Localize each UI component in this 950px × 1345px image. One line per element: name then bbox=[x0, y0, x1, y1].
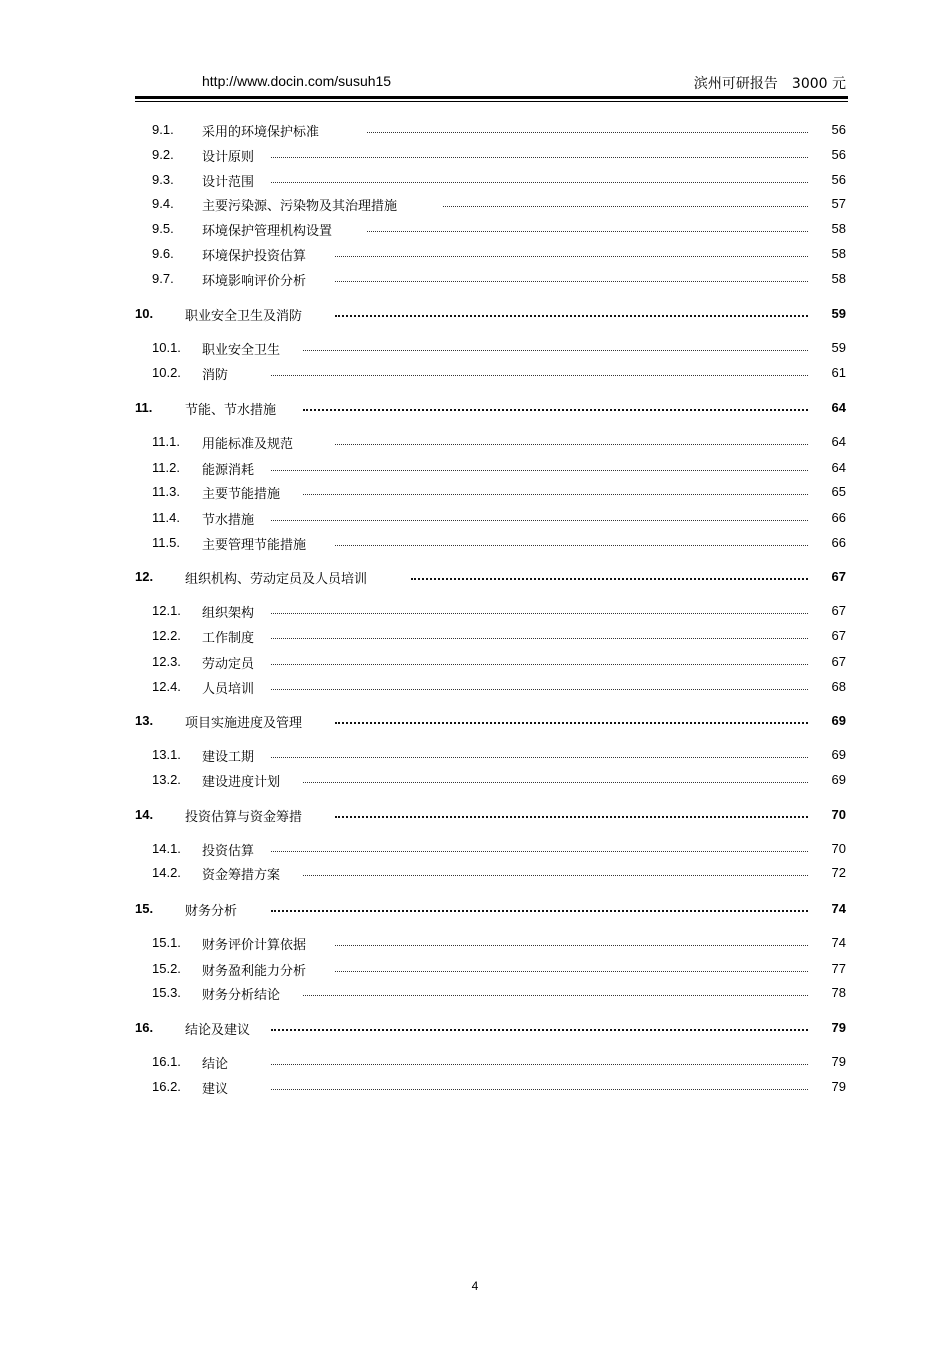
toc-entry-page-number: 64 bbox=[831, 434, 846, 449]
toc-entry-page-number: 79 bbox=[831, 1079, 846, 1094]
toc-entry-number: 9.4. bbox=[152, 196, 174, 211]
toc-entry-title: 组织机构、劳动定员及人员培训 bbox=[185, 572, 368, 587]
toc-section-entry[interactable] bbox=[135, 1076, 848, 1098]
toc-entry-title: 职业安全卫生及消防 bbox=[185, 309, 303, 324]
toc-entry-number: 13.1. bbox=[152, 747, 181, 762]
toc-entry-page-number: 64 bbox=[831, 400, 846, 415]
toc-section-entry[interactable] bbox=[135, 119, 848, 141]
toc-entry-page-number: 56 bbox=[831, 172, 846, 187]
toc-entry-title: 主要污染源、污染物及其治理措施 bbox=[202, 199, 398, 214]
toc-entry-title: 设计范围 bbox=[202, 175, 255, 190]
toc-entry-title: 主要管理节能措施 bbox=[202, 538, 307, 553]
toc-entry-page-number: 58 bbox=[831, 221, 846, 236]
toc-entry-page-number: 70 bbox=[831, 807, 846, 822]
toc-entry-page-number: 74 bbox=[831, 901, 846, 916]
toc-entry-page-number: 69 bbox=[831, 747, 846, 762]
toc-dot-leader bbox=[271, 520, 808, 521]
toc-dot-leader bbox=[271, 689, 808, 690]
toc-section-entry[interactable] bbox=[135, 1051, 848, 1073]
toc-chapter-entry[interactable] bbox=[135, 898, 848, 920]
toc-section-entry[interactable] bbox=[135, 481, 848, 503]
toc-entry-number: 14. bbox=[135, 807, 154, 822]
toc-entry-page-number: 74 bbox=[831, 935, 846, 950]
toc-entry-number: 12.3. bbox=[152, 654, 181, 669]
toc-entry-title: 建设进度计划 bbox=[202, 775, 281, 790]
toc-entry-title: 环境保护投资估算 bbox=[202, 249, 307, 264]
toc-dot-leader bbox=[271, 1029, 808, 1031]
toc-entry-number: 11.4. bbox=[152, 510, 180, 525]
toc-chapter-entry[interactable] bbox=[135, 397, 848, 419]
toc-dot-leader bbox=[335, 256, 808, 257]
toc-entry-page-number: 66 bbox=[831, 510, 846, 525]
toc-entry-title: 职业安全卫生 bbox=[202, 343, 281, 358]
toc-dot-leader bbox=[367, 132, 808, 133]
toc-entry-number: 15. bbox=[135, 901, 154, 916]
toc-entry-title: 节能、节水措施 bbox=[185, 403, 277, 418]
toc-dot-leader bbox=[271, 375, 808, 376]
toc-entry-number: 11.2. bbox=[152, 460, 180, 475]
toc-entry-page-number: 58 bbox=[831, 271, 846, 286]
toc-dot-leader bbox=[411, 578, 808, 580]
toc-section-entry[interactable] bbox=[135, 532, 848, 554]
toc-entry-number: 16.1. bbox=[152, 1054, 181, 1069]
toc-entry-number: 15.3. bbox=[152, 985, 181, 1000]
toc-section-entry[interactable] bbox=[135, 169, 848, 191]
toc-dot-leader bbox=[335, 971, 808, 972]
toc-entry-title: 建设工期 bbox=[202, 750, 255, 765]
toc-entry-number: 11.3. bbox=[152, 484, 180, 499]
toc-dot-leader bbox=[443, 206, 808, 207]
toc-entry-title: 消防 bbox=[202, 368, 229, 383]
toc-dot-leader bbox=[271, 1064, 808, 1065]
toc-dot-leader bbox=[303, 782, 808, 783]
toc-entry-page-number: 59 bbox=[831, 340, 846, 355]
toc-entry-number: 13. bbox=[135, 713, 154, 728]
toc-entry-number: 10.1. bbox=[152, 340, 181, 355]
toc-entry-title: 投资估算与资金筹措 bbox=[185, 810, 303, 825]
toc-entry-title: 财务盈利能力分析 bbox=[202, 964, 307, 979]
toc-entry-page-number: 72 bbox=[831, 865, 846, 880]
toc-entry-number: 10. bbox=[135, 306, 154, 321]
toc-entry-title: 结论 bbox=[202, 1057, 229, 1072]
toc-chapter-entry[interactable] bbox=[135, 710, 848, 732]
toc-section-entry[interactable] bbox=[135, 507, 848, 529]
toc-section-entry[interactable] bbox=[135, 218, 848, 240]
toc-entry-page-number: 77 bbox=[831, 961, 846, 976]
toc-section-entry[interactable] bbox=[135, 744, 848, 766]
toc-section-entry[interactable] bbox=[135, 982, 848, 1004]
toc-entry-number: 11.1. bbox=[152, 434, 180, 449]
header-title: 滨州可研报告 3000 元 bbox=[693, 76, 846, 92]
toc-entry-number: 9.5. bbox=[152, 221, 174, 236]
toc-dot-leader bbox=[271, 910, 808, 912]
toc-entry-number: 11. bbox=[135, 400, 153, 415]
toc-entry-title: 节水措施 bbox=[202, 513, 255, 528]
page-number: 4 bbox=[471, 1279, 479, 1293]
toc-dot-leader bbox=[335, 722, 808, 724]
toc-entry-number: 12.1. bbox=[152, 603, 181, 618]
toc-entry-page-number: 67 bbox=[831, 654, 846, 669]
toc-dot-leader bbox=[271, 157, 808, 158]
toc-entry-page-number: 57 bbox=[831, 196, 846, 211]
toc-section-entry[interactable] bbox=[135, 144, 848, 166]
header-url[interactable]: http://www.docin.com/susuh15 bbox=[202, 73, 392, 89]
toc-entry-number: 9.2. bbox=[152, 147, 174, 162]
toc-section-entry[interactable] bbox=[135, 600, 848, 622]
toc-dot-leader bbox=[335, 945, 808, 946]
toc-entry-title: 主要节能措施 bbox=[202, 487, 281, 502]
toc-section-entry[interactable] bbox=[135, 431, 848, 453]
toc-dot-leader bbox=[303, 350, 808, 351]
toc-section-entry[interactable] bbox=[135, 625, 848, 647]
toc-entry-page-number: 69 bbox=[831, 713, 846, 728]
toc-section-entry[interactable] bbox=[135, 268, 848, 290]
toc-section-entry[interactable] bbox=[135, 362, 848, 384]
toc-entry-title: 环境影响评价分析 bbox=[202, 274, 307, 289]
toc-dot-leader bbox=[367, 231, 808, 232]
toc-section-entry[interactable] bbox=[135, 651, 848, 673]
toc-entry-page-number: 59 bbox=[831, 306, 846, 321]
toc-entry-number: 12.4. bbox=[152, 679, 181, 694]
toc-section-entry[interactable] bbox=[135, 457, 848, 479]
toc-section-entry[interactable] bbox=[135, 958, 848, 980]
toc-entry-page-number: 79 bbox=[831, 1054, 846, 1069]
toc-section-entry[interactable] bbox=[135, 838, 848, 860]
toc-entry-number: 9.6. bbox=[152, 246, 174, 261]
toc-entry-page-number: 67 bbox=[831, 603, 846, 618]
toc-entry-number: 9.1. bbox=[152, 122, 174, 137]
toc-section-entry[interactable] bbox=[135, 769, 848, 791]
toc-dot-leader bbox=[271, 664, 808, 665]
toc-entry-title: 财务分析 bbox=[185, 904, 238, 919]
toc-dot-leader bbox=[271, 851, 808, 852]
toc-entry-number: 12.2. bbox=[152, 628, 181, 643]
toc-entry-page-number: 56 bbox=[831, 122, 846, 137]
toc-entry-number: 10.2. bbox=[152, 365, 181, 380]
toc-dot-leader bbox=[271, 638, 808, 639]
toc-entry-page-number: 68 bbox=[831, 679, 846, 694]
toc-dot-leader bbox=[303, 875, 808, 876]
toc-dot-leader bbox=[335, 545, 808, 546]
toc-entry-page-number: 70 bbox=[831, 841, 846, 856]
toc-entry-title: 采用的环境保护标准 bbox=[202, 125, 320, 140]
toc-entry-page-number: 67 bbox=[831, 628, 846, 643]
toc-dot-leader bbox=[335, 315, 808, 317]
toc-entry-title: 建议 bbox=[202, 1082, 229, 1097]
toc-entry-page-number: 65 bbox=[831, 484, 846, 499]
toc-entry-title: 资金筹措方案 bbox=[202, 868, 281, 883]
toc-entry-title: 环境保护管理机构设置 bbox=[202, 224, 333, 239]
toc-entry-page-number: 66 bbox=[831, 535, 846, 550]
toc-entry-number: 15.2. bbox=[152, 961, 181, 976]
toc-entry-title: 用能标准及规范 bbox=[202, 437, 294, 452]
toc-entry-page-number: 58 bbox=[831, 246, 846, 261]
toc-dot-leader bbox=[303, 409, 808, 411]
toc-entry-number: 12. bbox=[135, 569, 154, 584]
toc-dot-leader bbox=[335, 281, 808, 282]
toc-chapter-entry[interactable] bbox=[135, 1017, 848, 1039]
toc-entry-page-number: 79 bbox=[831, 1020, 846, 1035]
toc-entry-title: 工作制度 bbox=[202, 631, 255, 646]
toc-entry-title: 设计原则 bbox=[202, 150, 255, 165]
toc-chapter-entry[interactable] bbox=[135, 303, 848, 325]
toc-entry-number: 9.3. bbox=[152, 172, 174, 187]
toc-entry-title: 财务分析结论 bbox=[202, 988, 281, 1003]
toc-entry-page-number: 78 bbox=[831, 985, 846, 1000]
toc-chapter-entry[interactable] bbox=[135, 804, 848, 826]
toc-dot-leader bbox=[271, 613, 808, 614]
toc-entry-title: 项目实施进度及管理 bbox=[185, 716, 303, 731]
toc-entry-number: 16.2. bbox=[152, 1079, 181, 1094]
toc-entry-title: 组织架构 bbox=[202, 606, 255, 621]
toc-entry-page-number: 56 bbox=[831, 147, 846, 162]
toc-entry-page-number: 69 bbox=[831, 772, 846, 787]
toc-section-entry[interactable] bbox=[135, 243, 848, 265]
toc-section-entry[interactable] bbox=[135, 862, 848, 884]
toc-entry-title: 能源消耗 bbox=[202, 463, 255, 478]
toc-entry-page-number: 67 bbox=[831, 569, 846, 584]
toc-entry-number: 9.7. bbox=[152, 271, 174, 286]
toc-entry-number: 16. bbox=[135, 1020, 154, 1035]
toc-entry-page-number: 61 bbox=[831, 365, 846, 380]
toc-entry-title: 结论及建议 bbox=[185, 1023, 251, 1038]
toc-dot-leader bbox=[271, 757, 808, 758]
toc-section-entry[interactable] bbox=[135, 193, 848, 215]
toc-dot-leader bbox=[335, 816, 808, 818]
toc-entry-number: 14.2. bbox=[152, 865, 181, 880]
toc-dot-leader bbox=[303, 995, 808, 996]
toc-entry-title: 投资估算 bbox=[202, 844, 255, 859]
toc-entry-title: 财务评价计算依据 bbox=[202, 938, 307, 953]
toc-section-entry[interactable] bbox=[135, 932, 848, 954]
toc-section-entry[interactable] bbox=[135, 676, 848, 698]
toc-dot-leader bbox=[271, 470, 808, 471]
toc-entry-number: 13.2. bbox=[152, 772, 181, 787]
toc-entry-number: 14.1. bbox=[152, 841, 181, 856]
toc-entry-page-number: 64 bbox=[831, 460, 846, 475]
toc-dot-leader bbox=[271, 1089, 808, 1090]
toc-entry-title: 劳动定员 bbox=[202, 657, 255, 672]
toc-section-entry[interactable] bbox=[135, 337, 848, 359]
toc-entry-number: 15.1. bbox=[152, 935, 181, 950]
toc-dot-leader bbox=[335, 444, 808, 445]
toc-entry-number: 11.5. bbox=[152, 535, 180, 550]
toc-entry-title: 人员培训 bbox=[202, 682, 255, 697]
toc-chapter-entry[interactable] bbox=[135, 566, 848, 588]
toc-dot-leader bbox=[303, 494, 808, 495]
toc-dot-leader bbox=[271, 182, 808, 183]
